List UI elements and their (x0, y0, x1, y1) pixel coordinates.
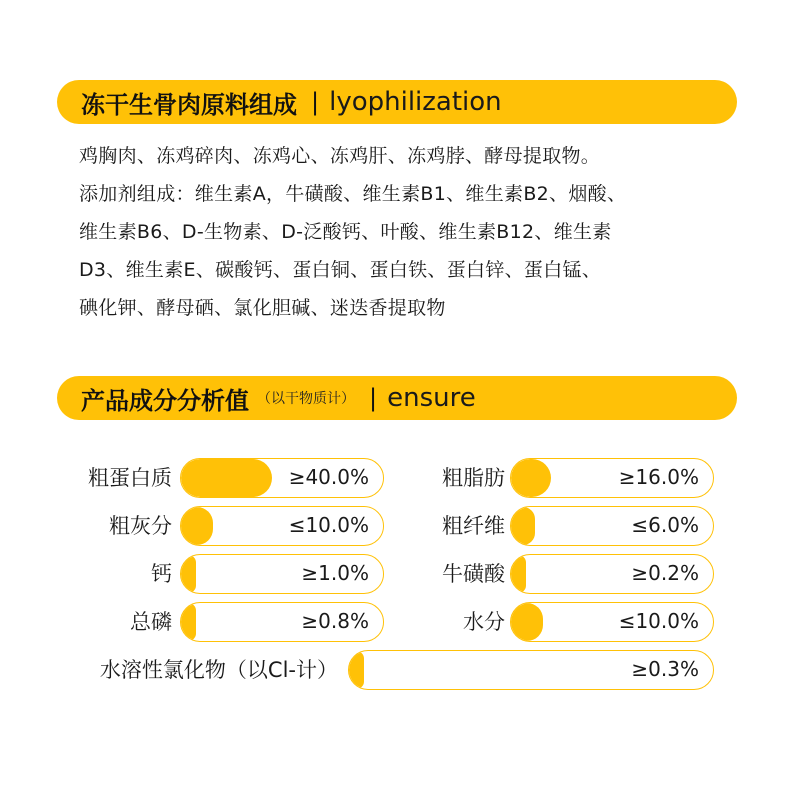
crude-protein-value: ≥40.0% (288, 465, 369, 489)
moisture-bar (510, 602, 714, 642)
analysis-banner (57, 376, 737, 420)
banner-separator: | (369, 384, 378, 412)
crude-fat-label: 粗脂肪 (442, 466, 505, 490)
ingredients-line: D3、维生素E、碳酸钙、蛋白铜、蛋白铁、蛋白锌、蛋白锰、 (79, 259, 602, 281)
analysis-note: （以干物质计） (257, 391, 355, 407)
calcium-label: 钙 (151, 562, 172, 586)
crude-ash-fill (181, 507, 213, 545)
chloride-value: ≥0.3% (631, 657, 699, 681)
taurine-bar (510, 554, 714, 594)
crude-fiber-label: 粗纤维 (442, 514, 505, 538)
taurine-label: 牛磺酸 (442, 562, 505, 586)
ingredients-line: 碘化钾、酵母硒、氯化胆碱、迷迭香提取物 (79, 297, 446, 319)
taurine-value: ≥0.2% (631, 561, 699, 585)
banner-separator: | (311, 88, 320, 116)
analysis-subtitle: ensure (387, 383, 476, 413)
crude-protein-label: 粗蛋白质 (88, 466, 172, 490)
total-phosphorus-value: ≥0.8% (301, 609, 369, 633)
moisture-fill (511, 603, 543, 641)
calcium-bar (180, 554, 384, 594)
crude-protein-fill (181, 459, 272, 497)
ingredients-line: 鸡胸肉、冻鸡碎肉、冻鸡心、冻鸡肝、冻鸡脖、酵母提取物。 (79, 145, 601, 167)
total-phosphorus-fill (181, 603, 196, 641)
crude-ash-value: ≤10.0% (288, 513, 369, 537)
taurine-fill (511, 555, 526, 593)
crude-fat-fill (511, 459, 551, 497)
moisture-value: ≤10.0% (618, 609, 699, 633)
ingredients-title: 冻干生骨肉原料组成 (81, 90, 297, 119)
crude-protein-bar (180, 458, 384, 498)
crude-fat-value: ≥16.0% (618, 465, 699, 489)
total-phosphorus-label: 总磷 (130, 610, 172, 634)
total-phosphorus-bar (180, 602, 384, 642)
moisture-label: 水分 (463, 610, 505, 634)
calcium-fill (181, 555, 196, 593)
crude-ash-label: 粗灰分 (109, 514, 172, 538)
crude-ash-bar (180, 506, 384, 546)
analysis-title: 产品成分分析值 (81, 386, 249, 415)
ingredients-line: 添加剂组成：维生素A，牛磺酸、维生素B1、维生素B2、烟酸、 (79, 183, 627, 205)
crude-fiber-fill (511, 507, 535, 545)
chloride-bar (348, 650, 714, 690)
ingredients-line: 维生素B6、D-生物素、D-泛酸钙、叶酸、维生素B12、维生素 (79, 221, 612, 243)
ingredients-subtitle: lyophilization (329, 87, 502, 117)
calcium-value: ≥1.0% (301, 561, 369, 585)
chloride-label: 水溶性氯化物（以Cl-计） (99, 658, 338, 682)
chloride-fill (349, 651, 364, 689)
crude-fiber-bar (510, 506, 714, 546)
ingredients-banner (57, 80, 737, 124)
crude-fat-bar (510, 458, 714, 498)
ingredients-list (79, 137, 739, 327)
crude-fiber-value: ≤6.0% (631, 513, 699, 537)
